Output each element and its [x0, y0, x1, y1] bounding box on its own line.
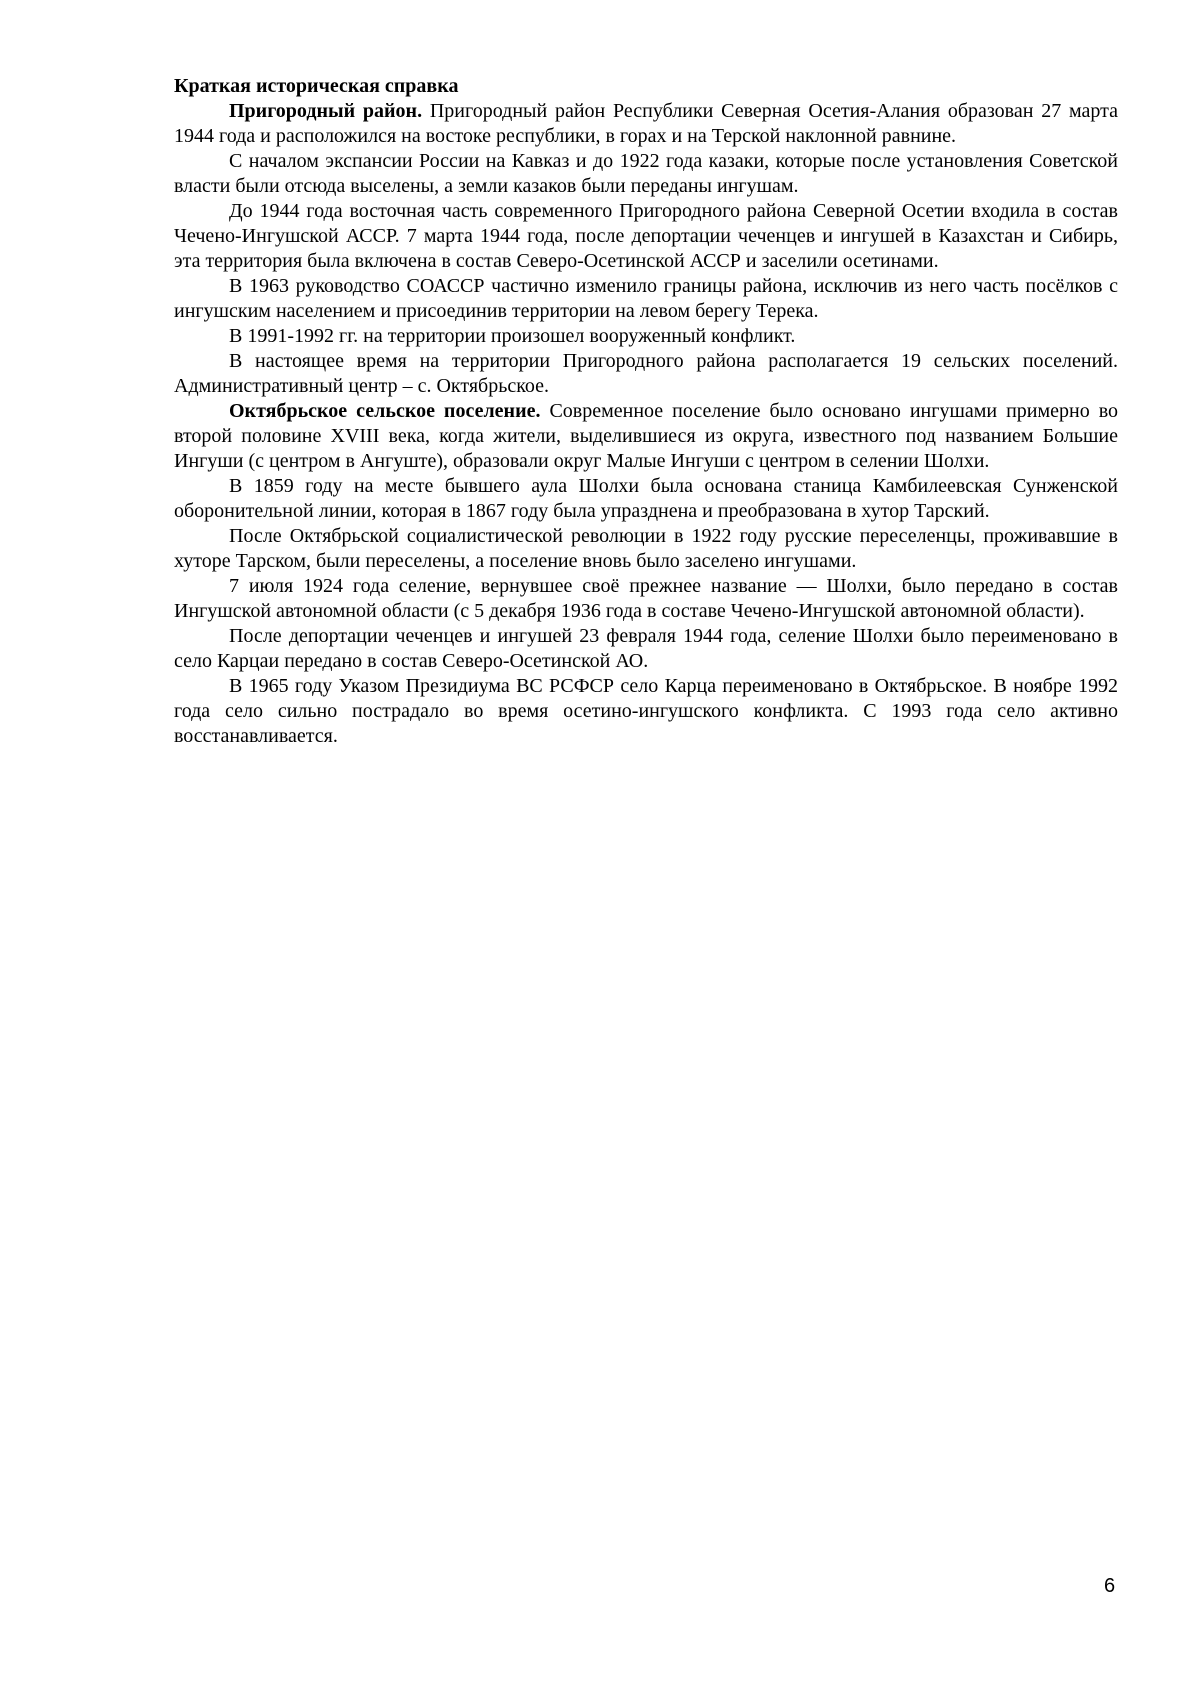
paragraph-1924	[174, 574, 1118, 624]
page-number: 6	[1104, 1575, 1116, 1597]
paragraph-text: До 1944 года восточная часть современного Пригородного района Северной Осетии входила в состав Чечено-Ингушской АССР. 7 марта 1944 года, после депортации чеченцев и ингушей в Казахстан и Сибирь, эта территория была включена в состав Северо-Осетинской АССР и заселили осетинами.	[174, 200, 1118, 272]
paragraph-renaming-1944	[174, 624, 1118, 674]
paragraph-conflict-1991	[174, 324, 1118, 349]
paragraph-text: В 1991-1992 гг. на территории произошел вооруженный конфликт.	[229, 325, 796, 347]
paragraph-1965-1993	[174, 674, 1118, 749]
paragraph-prigorodny-district	[174, 99, 1118, 149]
paragraph-text: 7 июля 1924 года селение, вернувшее своё прежнее название — Шолхи, было передано в состав Ингушской автономной области (с 5 декабря 1936 года в составе Чечено-Ингушской автономной области).	[174, 575, 1118, 622]
paragraph-deportation-1944	[174, 199, 1118, 274]
paragraph-text: После депортации чеченцев и ингушей 23 февраля 1944 года, селение Шолхи было переименовано в село Карцаи передано в состав Северо-Осетинской АО.	[174, 625, 1118, 672]
document-body	[174, 74, 1118, 749]
paragraph-stanitsa-1859	[174, 474, 1118, 524]
paragraph-settlements	[174, 349, 1118, 399]
paragraph-text: С началом экспансии России на Кавказ и до 1922 года казаки, которые после установления Советской власти были отсюда выселены, а земли казаков были переданы ингушам.	[174, 150, 1118, 197]
paragraph-text: В настоящее время на территории Пригородного района располагается 19 сельских поселений. Административный центр – с. Октябрьское.	[174, 350, 1118, 397]
paragraph-revolution	[174, 524, 1118, 574]
paragraph-cossacks	[174, 149, 1118, 199]
paragraph-lead: Пригородный район.	[229, 100, 423, 122]
paragraph-text: После Октябрьской социалистической революции в 1922 году русские переселенцы, проживавшие в хуторе Тарском, были переселены, а поселение вновь было заселено ингушами.	[174, 525, 1118, 572]
paragraph-borders-1963	[174, 274, 1118, 324]
paragraph-lead: Октябрьское сельское поселение.	[229, 400, 541, 422]
paragraph-oktyabrskoe-settlement	[174, 399, 1118, 474]
paragraph-text: Пригородный район Республики Северная Осетия-Алания образован 27 марта 1944 года и расположился на востоке республики, в горах и на Терской наклонной равнине.	[174, 100, 1118, 147]
paragraph-text: В 1859 году на месте бывшего аула Шолхи была основана станица Камбилеевская Сунженской оборонительной линии, которая в 1867 году была упразднена и преобразована в хутор Тарский.	[174, 475, 1118, 522]
paragraph-text: В 1963 руководство СОАССР частично изменило границы района, исключив из него часть посёлков с ингушским населением и присоединив территории на левом берегу Терека.	[174, 275, 1118, 322]
document-title: Краткая историческая справка	[174, 75, 459, 97]
paragraph-text: Современное поселение было основано ингушами примерно во второй половине XVIII века, когда жители, выделившиеся из округа, известного под названием Большие Ингуши (с центром в Ангуште), образовали округ Малые Ингуши с центром в селении Шолхи.	[174, 400, 1119, 472]
paragraph-text: В 1965 году Указом Президиума ВС РСФСР село Карца переименовано в Октябрьское. В ноябре 1992 года село сильно пострадало во время осетино-ингушского конфликта. С 1993 года село активно восстанавливается.	[174, 675, 1118, 747]
